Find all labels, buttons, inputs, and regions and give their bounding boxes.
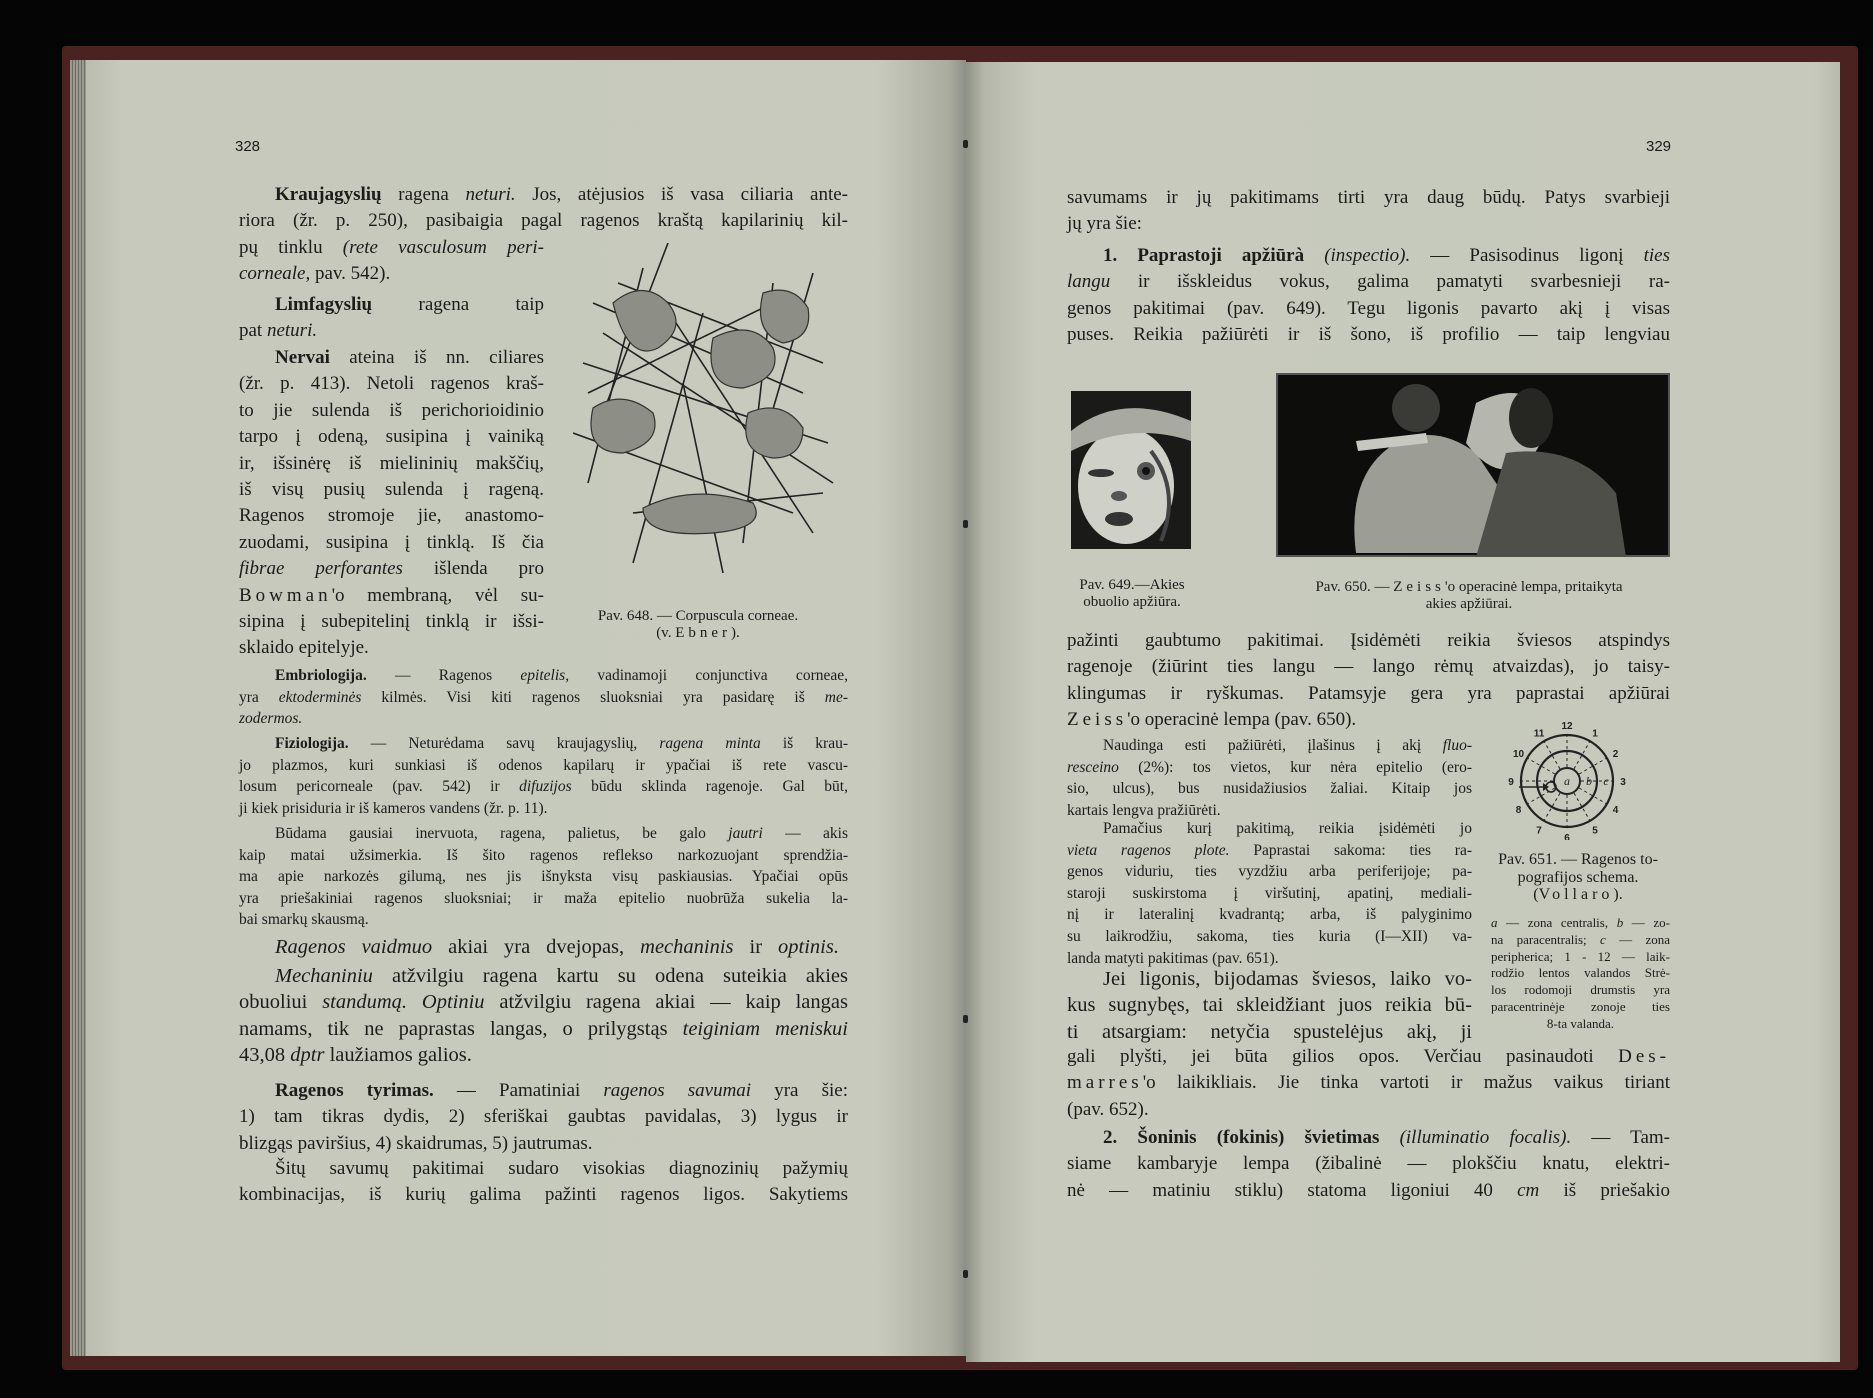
text-run: peripherica; 1 - 12 — laik- — [1491, 948, 1670, 964]
text-line — [1067, 243, 1670, 269]
text-line — [1491, 999, 1670, 1016]
paragraph-fiziologija — [239, 733, 848, 819]
text-run: ). — [1613, 886, 1623, 903]
text-line — [239, 1104, 848, 1130]
text-run: Pav. 648. — Corpuscula corneae. — [597, 608, 799, 624]
text-run: sio, ulcus), bus nusidažiusios žaliai. Kitaip jos — [1067, 780, 1472, 798]
text-line — [239, 963, 848, 989]
italic-run: ektoderminės — [278, 688, 362, 706]
text-run: Paprastai sakoma: ties ra- — [1229, 841, 1472, 859]
text-line — [239, 503, 544, 529]
text-run: genos pakitimai (pav. 649). Tegu ligonis pavarto akį į visas — [1067, 297, 1670, 319]
text-run: akiai yra dvejopas, — [432, 936, 641, 958]
text-run: Pav. 649.—Akies — [1079, 577, 1185, 593]
page-number-right: 329 — [1646, 138, 1672, 155]
text-run: zuodami, susipina į tinklą. Iš čia — [239, 531, 544, 553]
italic-run: mechaninis — [640, 936, 734, 958]
text-line — [1067, 269, 1670, 295]
figure-648-caption — [553, 608, 843, 641]
text-run: iš visų pusių sulenda į rageną. — [239, 479, 544, 501]
text-run: losum pericorneale (pav. 542) ir — [239, 778, 520, 796]
italic-run: jautri — [728, 825, 763, 842]
text-line — [1067, 757, 1472, 779]
text-line — [239, 635, 544, 661]
text-run: — Pasisodinus ligonį — [1410, 245, 1644, 266]
zone-label-a: a — [1564, 774, 1570, 788]
italic-run: ties — [1643, 245, 1670, 266]
italic-run: b — [1616, 915, 1624, 930]
text-run: išlenda pro — [402, 558, 544, 580]
text-line — [239, 888, 848, 910]
text-line — [239, 398, 544, 424]
text-run: ir, išsinėrę iš mielininių makščių, — [239, 452, 544, 474]
paragraph-savumams — [1067, 185, 1670, 238]
text-line — [1491, 982, 1670, 999]
text-run: kartais lengva pražiūrėti. — [1067, 801, 1221, 819]
zone-label-b: b — [1586, 774, 1592, 788]
italic-run: teiginiam meniskui — [682, 1017, 848, 1040]
text-run: yra priešakiniai ragenos sluoksniai; ir maža epitelio nuobrūža sukelia la- — [239, 889, 848, 907]
text-line — [239, 583, 544, 609]
text-run: Pav. 650. — — [1315, 579, 1394, 595]
text-line — [1486, 851, 1670, 869]
hour-label: 2 — [1612, 749, 1619, 760]
text-line — [553, 608, 843, 625]
paragraph-naudinga — [1067, 735, 1472, 821]
text-line — [239, 424, 544, 450]
italic-run: langu — [1067, 271, 1111, 293]
text-line — [239, 371, 544, 397]
bold-run: 2. Šoninis (fokinis) švietimas — [1103, 1127, 1380, 1148]
text-line — [239, 451, 544, 477]
binding-stitch — [963, 520, 968, 528]
italic-run: c — [1599, 931, 1606, 947]
text-run: landa matyti pakitimas (pav. 651). — [1067, 949, 1279, 967]
italic-run: vieta ragenos plote. — [1067, 841, 1230, 859]
text-line — [239, 1016, 848, 1042]
spaced-run: Vollaro — [1538, 886, 1614, 903]
text-run: Jos, atėjusios iš vasa ciliaria ante- — [515, 184, 848, 205]
text-run: kilmės. Visi kiti ragenos sluoksniai yra pasidarę iš — [361, 688, 825, 706]
text-run — [1379, 1127, 1399, 1148]
text-line — [239, 909, 848, 931]
text-run: — zona centralis, — [1497, 915, 1617, 930]
text-run: ragena taip — [372, 294, 544, 315]
text-run: nį ir lateralinį kvadrantą; arba, iš palyginimo — [1067, 906, 1472, 924]
bold-run: Embriologija. — [275, 667, 367, 684]
text-run: — Ragenos — [366, 667, 521, 684]
text-line — [239, 530, 544, 556]
binding-stitch — [963, 1015, 968, 1023]
text-line — [1067, 1151, 1670, 1177]
spaced-run: marres — [1067, 1072, 1143, 1094]
bold-run: Fiziologija. — [275, 735, 349, 752]
italic-run: optinis. — [778, 936, 839, 958]
text-run: siame kambaryje lempa (žibalinė — plokščiu knatu, elektri- — [1067, 1153, 1670, 1175]
text-line — [1062, 594, 1202, 611]
text-run: ma apie narkozės gilumą, nes jis išnyksta visų paskiausias. Ypačiai opūs — [239, 868, 848, 886]
text-run: kus sugnybęs, tai skleidžiant juos reikia bū- — [1067, 994, 1472, 1017]
text-line — [239, 687, 848, 709]
hour-label: 10 — [1512, 749, 1525, 760]
text-line — [239, 1182, 848, 1208]
text-line — [239, 208, 848, 234]
text-line — [239, 934, 839, 960]
hour-label: 11 — [1533, 728, 1545, 740]
text-run: iš priešakio — [1539, 1179, 1670, 1201]
figure-651-caption — [1486, 851, 1670, 904]
bold-run: Kraujagyslių — [275, 184, 382, 205]
text-line — [1486, 886, 1670, 904]
text-line — [553, 625, 843, 642]
text-run: ir — [733, 936, 779, 958]
text-run: ). — [731, 624, 740, 641]
italic-run: Ragenos vaidmuo — [275, 936, 433, 958]
hour-label: 8 — [1515, 805, 1522, 816]
text-run: obuoliui — [239, 991, 323, 1014]
text-run: Būdama gausiai inervuota, ragena, palietus, be galo — [275, 825, 729, 842]
text-run: 'o laikikliais. Jie tinka vartoti ir mažus vaikus tiriant — [1142, 1072, 1670, 1094]
hour-label: 3 — [1620, 777, 1626, 788]
paragraph-jei-ligonis — [1067, 966, 1472, 1045]
text-run: atžvilgiu ragena akiai — kaip langas — [484, 991, 848, 1014]
text-line — [1067, 818, 1472, 840]
text-run: pografijos schema. — [1517, 868, 1639, 886]
text-run: rodžio lentos valandos Strė- — [1491, 965, 1670, 981]
page-number-left: 328 — [235, 138, 261, 155]
text-run: ateina iš nn. ciliares — [329, 347, 544, 368]
text-run: — zo- — [1623, 915, 1670, 930]
text-run: Jei ligonis, bijodamas šviesos, laiko vo- — [1103, 968, 1472, 990]
paragraph-nervai — [239, 345, 544, 662]
text-run: klingumas ir ryškumas. Patamsyje gera yra paprastai apžiūrai — [1067, 682, 1670, 704]
text-run: sklaido epitelyje. — [239, 637, 369, 659]
hour-label: 6 — [1564, 833, 1570, 840]
paragraph-limfagysliu — [239, 292, 544, 345]
text-line — [1067, 1044, 1670, 1070]
text-run: atžvilgiu ragena kartu su odena suteikia akies — [372, 965, 848, 987]
text-run: na paracentralis; — [1491, 931, 1600, 947]
hour-label: 5 — [1592, 825, 1598, 837]
text-run: bai smarkų skausmą. — [239, 911, 369, 929]
text-line — [1491, 1016, 1670, 1033]
text-line — [239, 866, 848, 888]
text-line — [239, 318, 544, 344]
text-run: blizgąs paviršius, 4) skaidrumas, 5) jautrumas. — [239, 1132, 593, 1154]
text-line — [1067, 296, 1670, 322]
text-run: staroji suskirstoma į viršutinį, apatinį, mediali- — [1067, 884, 1472, 902]
text-line — [239, 733, 848, 755]
text-line — [239, 292, 544, 318]
text-run: yra šie: — [751, 1080, 848, 1101]
text-line — [1067, 904, 1472, 926]
text-line — [239, 845, 848, 867]
text-line — [1067, 883, 1472, 905]
bold-run: 1. Paprastoji apžiūrà — [1103, 245, 1305, 266]
text-line — [1067, 322, 1670, 348]
italic-run: corneale, — [239, 263, 311, 285]
text-run: — zona — [1605, 931, 1670, 947]
text-run: namams, tik ne paprastas langas, o prilygstąs — [239, 1017, 683, 1040]
text-line — [1486, 869, 1670, 887]
hour-label: 9 — [1508, 777, 1514, 788]
text-run: sipina į subepitelinį tinklą ir išsi- — [239, 611, 544, 633]
text-run: (pav. 652). — [1067, 1098, 1149, 1120]
paragraph-mechaniniu — [239, 963, 848, 1069]
text-run: — Tam- — [1571, 1127, 1671, 1148]
text-line — [239, 1078, 848, 1104]
text-run: ( — [1533, 886, 1539, 903]
hour-label: 1 — [1592, 728, 1598, 740]
text-line — [1067, 840, 1472, 862]
text-run: 1) tam tikras dydis, 2) sferiškai gaubtas pavidalas, 3) lygus ir — [239, 1106, 848, 1128]
text-run: Naudinga esti pažiūrėti, įlašinus į akį — [1103, 737, 1443, 754]
text-run: būdu sklinda ragenoje. Gal būt, — [571, 778, 848, 796]
text-line — [1067, 992, 1472, 1018]
italic-run: dptr — [290, 1044, 325, 1067]
figure-650-caption — [1268, 579, 1670, 612]
paragraph-soninis-svietimas — [1067, 1125, 1670, 1204]
text-line — [1067, 628, 1670, 654]
text-run: — akis — [762, 825, 849, 842]
figure-650-zeiss-lamp-photo — [1276, 373, 1670, 557]
text-line — [1067, 926, 1472, 948]
text-line — [1491, 965, 1670, 982]
italic-run: zodermos. — [239, 710, 303, 728]
text-run: genos viduriu, ties vyzdžiu arba periferijoje; pa- — [1067, 863, 1472, 881]
text-run: (2%): tos vietos, kur nėra epitelio (ero- — [1118, 758, 1472, 776]
text-line — [1067, 654, 1670, 680]
paragraph-ragenos-tyrimas — [239, 1078, 848, 1157]
paragraph-gali-plysti — [1067, 1044, 1670, 1123]
text-line — [1268, 579, 1670, 596]
hour-label: 12 — [1561, 721, 1573, 732]
text-run: iš krau- — [760, 735, 848, 752]
italic-run: ragenos savumai — [603, 1080, 752, 1101]
hour-label: 7 — [1536, 825, 1542, 837]
text-line — [239, 776, 848, 798]
paragraph-budama — [239, 823, 848, 931]
text-run: 'o membraną, vėl su- — [331, 584, 544, 606]
text-line — [239, 1156, 848, 1182]
text-line — [239, 798, 848, 820]
text-run: Pav. 651. — Ragenos to- — [1498, 851, 1658, 868]
spaced-run: Zeiss — [1393, 579, 1445, 595]
text-run: — Pamatiniai — [433, 1080, 604, 1101]
text-run: 8-ta valanda. — [1546, 1015, 1615, 1031]
text-run: akies apžiūrai. — [1425, 595, 1513, 612]
italic-run: ragena minta — [659, 735, 761, 752]
figure-648-corpuscula-corneae — [573, 243, 838, 583]
text-run: jo plazmos, kuri sunkiasi iš odenos kapilarų ir ypačiai iš rete vascu- — [239, 756, 848, 774]
figure-651-cornea-topography-diagram — [1505, 715, 1630, 840]
text-run: nė — matiniu stiklu) statoma ligoniui 40 — [1067, 1179, 1518, 1201]
text-run: 'o operacinė lempa (pav. 650). — [1127, 709, 1357, 731]
text-run: obuolio apžiūra. — [1083, 593, 1181, 610]
text-line — [1491, 932, 1670, 949]
text-run: savumams ir jų pakitimams tirti yra daug būdų. Patys svarbieji — [1067, 187, 1670, 208]
text-line — [239, 477, 544, 503]
text-run: ragena — [381, 184, 466, 205]
text-run: kombinacijas, iš kurių galima pažinti ragenos ligos. Sakytiems — [239, 1184, 848, 1206]
hour-label: 4 — [1612, 805, 1619, 816]
text-run: kaip matai užsimerkia. Iš šito ragenos reflekso narkozuojant sprendžia- — [239, 846, 848, 864]
paragraph-vaidmuo — [239, 934, 839, 960]
text-run: — Neturėdama savų kraujagyslių, — [348, 735, 660, 752]
text-run: puses. Reikia pažiūrėti ir iš šono, iš profilio — taip lengviau — [1067, 324, 1670, 346]
text-line — [1067, 681, 1670, 707]
text-line — [239, 261, 544, 287]
text-run: ragenoje (žiūrint ties langu — lango rėmų atvaizdas), jo taisy- — [1067, 656, 1670, 678]
paragraph-pamacius — [1067, 818, 1472, 969]
bold-run: Nervai — [275, 347, 330, 368]
text-line — [1491, 949, 1670, 966]
text-run: ji kiek prisiduria ir iš kameros vandens (žr. p. 11). — [239, 799, 548, 817]
italic-run: resceino — [1067, 758, 1119, 776]
figure-649-caption — [1062, 577, 1202, 610]
text-line — [239, 235, 544, 261]
text-line — [239, 1042, 848, 1068]
text-run: laužiamos galios. — [324, 1044, 472, 1067]
text-line — [239, 1131, 848, 1157]
text-run: los rodomoji drumstis yra — [1491, 982, 1670, 998]
text-run: pų tinklu — [239, 237, 343, 258]
text-line — [1062, 577, 1202, 594]
binding-stitch — [963, 140, 968, 148]
text-line — [1491, 915, 1670, 932]
text-line — [1067, 211, 1670, 237]
paragraph-paprastoji-apziura — [1067, 243, 1670, 349]
text-run: 'o operacinė lempa, pritaikyta — [1444, 579, 1623, 595]
spaced-run: Ebner — [675, 624, 732, 641]
italic-run: a — [1491, 915, 1498, 930]
text-run: ir išskleidus vokus, galima pamatyti svarbesnieji ra- — [1110, 271, 1670, 293]
italic-run: epitelis, — [520, 667, 570, 684]
text-line — [239, 665, 848, 687]
text-run: Ragenos stromoje jie, anastomo- — [239, 505, 544, 527]
text-run: tarpo į odeną, susipina į vainiką — [239, 426, 544, 448]
text-run: Šitų savumų pakitimai sudaro visokias diagnozinių pažymių — [275, 1158, 848, 1179]
text-run — [1304, 245, 1324, 266]
text-line — [1067, 1019, 1472, 1045]
text-run: to jie sulenda iš perichorioidinio — [239, 399, 544, 421]
figure-651-legend — [1491, 915, 1670, 1033]
italic-run: me- — [824, 688, 848, 706]
text-line — [239, 989, 848, 1015]
text-run: (žr. p. 413). Netoli ragenos kraš- — [239, 373, 544, 395]
italic-run: fluo- — [1442, 737, 1472, 754]
italic-run: Mechaniniu — [275, 965, 373, 987]
text-run: jų yra šie: — [1067, 213, 1142, 235]
text-line — [1067, 1070, 1670, 1096]
binding-stitch — [963, 1270, 968, 1278]
text-run: pat — [239, 320, 267, 342]
text-line — [1067, 185, 1670, 211]
text-run: paracentrinėje zonoje ties — [1491, 998, 1670, 1014]
italic-run: neturi. — [266, 320, 318, 342]
text-line — [1067, 966, 1472, 992]
text-line — [239, 182, 848, 208]
text-run: gali plyšti, jei būta gilios opos. Verčiau pasinaudoti — [1067, 1046, 1619, 1067]
text-run: su laikrodžiu, sakoma, ties kuria (I—XII) va- — [1067, 927, 1472, 945]
text-run: (v. — [656, 624, 676, 641]
text-line — [1067, 735, 1472, 757]
paragraph-embriologija — [239, 665, 848, 730]
text-run: pav. 542). — [310, 263, 391, 285]
text-run: ti atsargiam: netyčia spustelėjus akį, ji — [1067, 1020, 1472, 1043]
figure-649-eye-examination-photo — [1071, 391, 1191, 549]
text-line — [239, 345, 544, 371]
italic-run: (inspectio). — [1324, 245, 1411, 266]
bold-run: Ragenos tyrimas. — [275, 1080, 434, 1101]
bold-run: Limfagyslių — [275, 294, 373, 315]
italic-run: neturi. — [465, 184, 516, 205]
text-line — [1268, 596, 1670, 613]
italic-run: standumą. Optiniu — [322, 991, 485, 1014]
text-line — [239, 609, 544, 635]
text-line — [1067, 1178, 1670, 1204]
paragraph-kraujagysliu-cont — [239, 235, 544, 288]
text-run: vadinamoji conjunctiva corneae, — [569, 667, 848, 684]
spaced-run: Bowman — [239, 584, 332, 606]
text-line — [1067, 1125, 1670, 1151]
italic-run: difuzijos — [519, 778, 572, 796]
text-run: yra — [239, 688, 279, 706]
zone-label-c: c — [1603, 774, 1609, 788]
italic-run: (illuminatio focalis). — [1399, 1127, 1572, 1148]
text-line — [239, 823, 848, 845]
text-run: riora (žr. p. 250), pasibaigia pagal ragenos kraštą kapilarinių kil- — [239, 210, 848, 232]
text-line — [1067, 861, 1472, 883]
text-line — [1067, 1097, 1670, 1123]
text-run: Pamačius kurį pakitimą, reikia įsidėmėti jo — [1103, 820, 1472, 837]
italic-run: cm — [1517, 1179, 1540, 1201]
text-line — [239, 755, 848, 777]
spaced-run: Des- — [1618, 1046, 1670, 1067]
text-run: 43,08 — [239, 1044, 291, 1067]
text-line — [239, 556, 544, 582]
paragraph-situ-savumu — [239, 1156, 848, 1209]
text-run: pažinti gaubtumo pakitimai. Įsidėmėti reikia šviesos atspindys — [1067, 630, 1670, 651]
text-line — [1067, 778, 1472, 800]
spaced-run: Zeiss — [1067, 709, 1128, 731]
italic-run: fibrae perforantes — [239, 558, 403, 580]
text-line — [239, 708, 848, 730]
italic-run: (rete vasculosum peri- — [342, 237, 544, 258]
paragraph-kraujagysliu — [239, 182, 848, 235]
